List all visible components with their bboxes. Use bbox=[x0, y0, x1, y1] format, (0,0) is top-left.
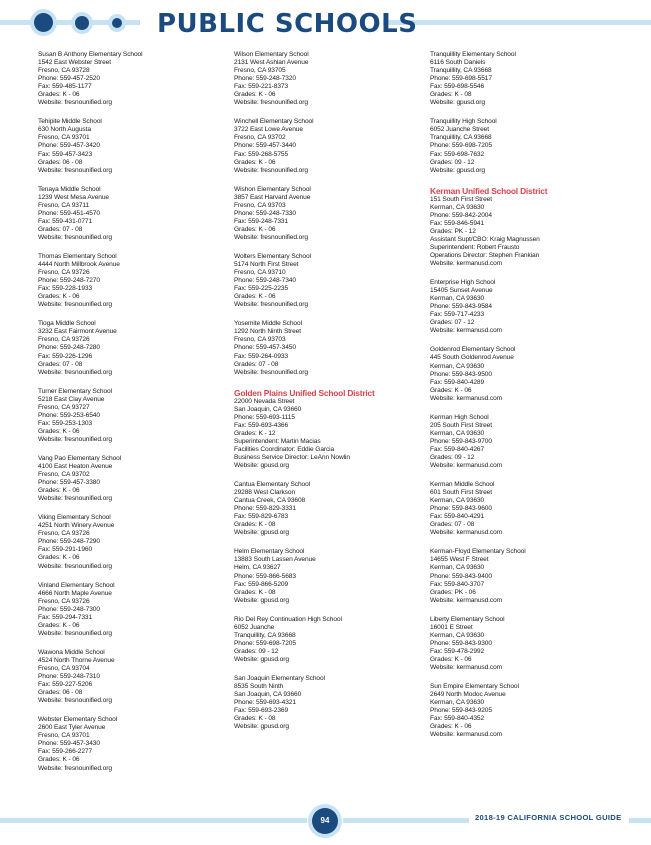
school-detail-line: Phone: 559-457-2520 bbox=[38, 75, 100, 83]
school-detail-line: 4100 East Heaton Avenue bbox=[38, 463, 113, 471]
footer-rule-right bbox=[629, 818, 651, 823]
school-detail-line: Grades: K - 06 bbox=[38, 487, 80, 495]
header-dot-small bbox=[112, 18, 122, 28]
school-detail-line: Operations Director: Stephen Frankian bbox=[430, 251, 540, 259]
school-detail-line: Fax: 559-693-2369 bbox=[234, 707, 289, 715]
school-detail-line: Grades: 07 - 08 bbox=[38, 225, 83, 233]
district-entry bbox=[234, 388, 424, 470]
school-detail-line: 5218 East Clay Avenue bbox=[38, 395, 105, 403]
school-detail-line: Website: fresnounified.org bbox=[38, 301, 112, 309]
school-entry bbox=[38, 51, 228, 107]
school-name: Sun Empire Elementary School bbox=[430, 683, 519, 691]
school-entry bbox=[234, 118, 424, 174]
school-detail-line: Fax: 559-866-5209 bbox=[234, 580, 289, 588]
school-name: Tranquillity High School bbox=[430, 118, 497, 126]
school-detail-line: Fax: 559-846-5941 bbox=[430, 219, 485, 227]
school-detail-line: 2600 East Tyler Avenue bbox=[38, 724, 106, 732]
school-detail-line: Phone: 559-457-3440 bbox=[234, 142, 296, 150]
school-detail-line: Phone: 559-248-7310 bbox=[38, 673, 100, 681]
school-detail-line: 4524 North Thorne Avenue bbox=[38, 656, 115, 664]
school-detail-line: San Joaquin, CA 93660 bbox=[234, 691, 302, 699]
school-detail-line: Phone: 559-248-7300 bbox=[38, 605, 100, 613]
school-detail-line: Superintendent: Martin Macias bbox=[234, 437, 321, 445]
school-detail-line: Phone: 559-843-9300 bbox=[430, 639, 492, 647]
school-detail-line: Grades: K - 08 bbox=[234, 715, 276, 723]
school-detail-line: Grades: K - 06 bbox=[234, 225, 276, 233]
school-detail-line: 5174 North First Street bbox=[234, 261, 299, 269]
school-detail-line: 29288 West Clarkson bbox=[234, 489, 296, 497]
school-entry bbox=[38, 514, 228, 570]
school-detail-line: Website: fresnounified.org bbox=[234, 368, 308, 376]
school-detail-line: 14655 West F Street bbox=[430, 556, 489, 564]
school-entry bbox=[430, 346, 620, 402]
school-detail-line: Website: fresnounified.org bbox=[234, 301, 308, 309]
school-entry bbox=[38, 253, 228, 309]
school-name: Tioga Middle School bbox=[38, 320, 96, 328]
page-number: 94 bbox=[312, 808, 338, 834]
school-detail-line: Website: fresnounified.org bbox=[38, 629, 112, 637]
school-entry bbox=[38, 716, 228, 772]
school-detail-line: Tranquillity, CA 93668 bbox=[430, 67, 492, 75]
school-detail-line: Kerman, CA 93630 bbox=[430, 203, 485, 211]
school-name: Rio Del Rey Continuation High School bbox=[234, 615, 342, 623]
school-detail-line: Phone: 559-698-7205 bbox=[430, 142, 492, 150]
school-detail-line: Website: fresnounified.org bbox=[38, 562, 112, 570]
school-entry bbox=[38, 582, 228, 638]
school-name: Wishon Elementary School bbox=[234, 185, 311, 193]
school-detail-line: Helm, CA 93627 bbox=[234, 564, 281, 572]
school-detail-line: Phone: 559-253-6540 bbox=[38, 411, 100, 419]
school-detail-line: Website: gpusd.org bbox=[234, 655, 289, 663]
school-detail-line: Website: kermanusd.com bbox=[430, 394, 503, 402]
guide-title: 2018-19 CALIFORNIA SCHOOL GUIDE bbox=[475, 813, 622, 822]
school-detail-line: Fax: 559-264-0933 bbox=[234, 352, 289, 360]
school-name: Tehipite Middle School bbox=[38, 118, 102, 126]
footer-rule-left bbox=[0, 818, 307, 823]
school-detail-line: Kerman, CA 93630 bbox=[430, 295, 485, 303]
school-detail-line: Website: fresnounified.org bbox=[38, 697, 112, 705]
school-name: Viking Elementary School bbox=[38, 514, 111, 522]
school-detail-line: Website: fresnounified.org bbox=[234, 99, 308, 107]
header-rule-right bbox=[383, 20, 651, 25]
school-detail-line: Grades: K - 06 bbox=[234, 91, 276, 99]
school-detail-line: Fax: 559-268-5755 bbox=[234, 150, 289, 158]
school-detail-line: Grades: 09 - 12 bbox=[430, 453, 475, 461]
school-detail-line: 3722 East Lowe Avenue bbox=[234, 126, 303, 134]
school-entry bbox=[38, 455, 228, 503]
school-detail-line: Fax: 559-248-7331 bbox=[234, 217, 289, 225]
school-detail-line: Phone: 559-843-9700 bbox=[430, 437, 492, 445]
school-detail-line: Phone: 559-248-7290 bbox=[38, 538, 100, 546]
school-detail-line: Fax: 559-228-1933 bbox=[38, 285, 93, 293]
school-name: San Joaquin Elementary School bbox=[234, 675, 325, 682]
school-detail-line: 6052 Juanche Street bbox=[430, 126, 489, 134]
school-entry bbox=[234, 253, 424, 309]
school-entry bbox=[234, 616, 424, 664]
school-detail-line: Grades: PK - 12 bbox=[430, 227, 476, 235]
school-detail-line: Kerman, CA 93630 bbox=[430, 699, 485, 707]
school-detail-line: Fresno, CA 93728 bbox=[38, 67, 90, 75]
school-detail-line: Fax: 559-226-1296 bbox=[38, 352, 93, 360]
school-detail-line: Fresno, CA 93727 bbox=[38, 403, 90, 411]
school-detail-line: 3232 East Fairmont Avenue bbox=[38, 328, 117, 336]
school-detail-line: Fax: 559-291-1960 bbox=[38, 546, 93, 554]
school-detail-line: Fax: 559-225-2235 bbox=[234, 285, 289, 293]
school-detail-line: Superintendent: Robert Frausto bbox=[430, 243, 520, 251]
school-entry bbox=[430, 683, 620, 739]
school-detail-line: 3857 East Harvard Avenue bbox=[234, 193, 311, 201]
school-detail-line: Phone: 559-693-1115 bbox=[234, 413, 295, 421]
school-name: Tenaya Middle School bbox=[38, 185, 101, 193]
school-detail-line: Phone: 559-248-7340 bbox=[234, 277, 296, 285]
school-detail-line: Website: fresnounified.org bbox=[38, 764, 112, 772]
school-column-2 bbox=[234, 51, 424, 742]
school-detail-line: Website: fresnounified.org bbox=[234, 233, 308, 241]
school-name: Thomas Elementary School bbox=[38, 252, 117, 260]
school-detail-line: 2649 North Modoc Avenue bbox=[430, 691, 506, 699]
school-name: Liberty Elementary School bbox=[430, 615, 505, 623]
school-detail-line: Phone: 559-248-7320 bbox=[234, 75, 296, 83]
school-detail-line: Fax: 559-698-5546 bbox=[430, 83, 485, 91]
school-detail-line: Grades: K - 06 bbox=[38, 91, 80, 99]
school-detail-line: Fresno, CA 93702 bbox=[38, 471, 90, 479]
school-detail-line: Fresno, CA 93705 bbox=[234, 67, 286, 75]
school-name: Wolters Elementary School bbox=[234, 252, 311, 260]
school-detail-line: 601 South First Street bbox=[430, 489, 492, 497]
school-detail-line: Fax: 559-221-8373 bbox=[234, 83, 289, 91]
school-detail-line: Fresno, CA 93702 bbox=[234, 134, 286, 142]
school-entry bbox=[430, 51, 620, 107]
school-detail-line: 151 South First Street bbox=[430, 195, 492, 203]
school-detail-line: 6116 South Daniels bbox=[430, 59, 486, 67]
school-detail-line: Assistant Supt/CBO: Kraig Magnussen bbox=[430, 235, 540, 243]
school-name: Cantua Elementary School bbox=[234, 481, 311, 489]
school-detail-line: Fresno, CA 93703 bbox=[234, 201, 286, 209]
school-detail-line: Phone: 559-698-5517 bbox=[430, 75, 492, 83]
school-detail-line: Fax: 559-485-1177 bbox=[38, 83, 92, 91]
school-name: Helm Elementary School bbox=[234, 548, 305, 556]
school-entry bbox=[430, 548, 620, 604]
school-detail-line: Website: kermanusd.com bbox=[430, 327, 503, 335]
school-detail-line: Website: gpusd.org bbox=[234, 529, 289, 537]
district-name: Golden Plains Unified School District bbox=[234, 387, 375, 398]
school-detail-line: Fresno, CA 93726 bbox=[38, 597, 90, 605]
school-entry bbox=[234, 186, 424, 242]
school-detail-line: Fresno, CA 93710 bbox=[234, 269, 286, 277]
school-detail-line: Grades: 06 - 08 bbox=[38, 158, 83, 166]
school-detail-line: Grades: PK - 06 bbox=[430, 588, 476, 596]
school-detail-line: Fax: 559-266-2277 bbox=[38, 748, 93, 756]
school-detail-line: Grades: K - 06 bbox=[430, 386, 472, 394]
school-detail-line: Fax: 559-698-7632 bbox=[430, 150, 485, 158]
school-detail-line: Tranquillity, CA 93668 bbox=[430, 134, 492, 142]
school-detail-line: Website: kermanusd.com bbox=[430, 260, 503, 268]
school-detail-line: Phone: 559-248-7280 bbox=[38, 344, 100, 352]
school-detail-line: Website: gpusd.org bbox=[430, 99, 485, 107]
school-column-1 bbox=[38, 51, 228, 784]
school-detail-line: Grades: K - 08 bbox=[234, 521, 276, 529]
school-name: Winchell Elementary School bbox=[234, 118, 314, 126]
footer-rule-middle bbox=[343, 818, 469, 823]
school-detail-line: 205 South First Street bbox=[430, 421, 492, 429]
header-dot-medium bbox=[75, 16, 89, 30]
school-detail-line: Grades: K - 12 bbox=[234, 429, 276, 437]
district-name: Kerman Unified School District bbox=[430, 185, 548, 196]
school-detail-line: Website: fresnounified.org bbox=[38, 495, 112, 503]
school-detail-line: Website: kermanusd.com bbox=[430, 462, 503, 470]
school-entry bbox=[430, 279, 620, 335]
school-detail-line: Grades: K - 08 bbox=[234, 588, 276, 596]
school-detail-line: Phone: 559-843-9600 bbox=[430, 505, 492, 513]
school-entry bbox=[38, 320, 228, 376]
school-detail-line: Phone: 559-843-9400 bbox=[430, 572, 492, 580]
school-name: Vinland Elementary School bbox=[38, 581, 115, 589]
school-detail-line: Phone: 559-829-3331 bbox=[234, 505, 296, 513]
school-detail-line: Phone: 559-693-4321 bbox=[234, 699, 296, 707]
school-detail-line: Grades: K - 06 bbox=[38, 293, 80, 301]
school-detail-line: Fax: 559-457-3423 bbox=[38, 150, 93, 158]
school-detail-line: Phone: 559-248-7270 bbox=[38, 277, 100, 285]
school-detail-line: Grades: K - 06 bbox=[38, 427, 80, 435]
school-detail-line: Kerman, CA 93630 bbox=[430, 497, 485, 505]
school-detail-line: 1542 East Webster Street bbox=[38, 59, 111, 67]
page-title: PUBLIC SCHOOLS bbox=[157, 9, 418, 39]
school-detail-line: Fax: 559-431-0771 bbox=[38, 217, 93, 225]
school-detail-line: Fax: 559-227-5206 bbox=[38, 681, 93, 689]
school-detail-line: Website: gpusd.org bbox=[234, 462, 289, 470]
school-detail-line: Fax: 559-693-4366 bbox=[234, 421, 289, 429]
school-detail-line: 4444 North Millbrook Avenue bbox=[38, 261, 120, 269]
school-entry bbox=[234, 481, 424, 537]
school-detail-line: Fax: 559-840-4267 bbox=[430, 445, 485, 453]
school-entry bbox=[234, 320, 424, 376]
school-detail-line: Fresno, CA 93726 bbox=[38, 269, 90, 277]
school-detail-line: Fresno, CA 93701 bbox=[38, 134, 90, 142]
school-name: Yosemite Middle School bbox=[234, 320, 302, 328]
school-column-3 bbox=[430, 51, 620, 750]
school-name: Kerman High School bbox=[430, 413, 489, 421]
school-detail-line: Phone: 559-843-9584 bbox=[430, 303, 492, 311]
school-detail-line: 13883 South Lassen Avenue bbox=[234, 556, 316, 564]
school-detail-line: Website: gpusd.org bbox=[234, 723, 289, 731]
school-detail-line: Phone: 559-843-9500 bbox=[430, 370, 492, 378]
school-name: Turner Elementary School bbox=[38, 387, 112, 395]
school-detail-line: 6052 Juanche bbox=[234, 623, 275, 631]
school-detail-line: Fax: 559-253-1303 bbox=[38, 419, 93, 427]
school-detail-line: Phone: 559-451-4570 bbox=[38, 209, 100, 217]
school-detail-line: Fresno, CA 93726 bbox=[38, 336, 90, 344]
school-detail-line: Website: fresnounified.org bbox=[38, 435, 112, 443]
school-entry bbox=[430, 616, 620, 672]
school-detail-line: Grades: 06 - 08 bbox=[38, 689, 83, 697]
school-entry bbox=[430, 414, 620, 470]
school-detail-line: Fresno, CA 93701 bbox=[38, 732, 90, 740]
school-detail-line: Kerman, CA 93630 bbox=[430, 429, 485, 437]
school-entry bbox=[38, 186, 228, 242]
school-name: Kerman-Floyd Elementary School bbox=[430, 548, 526, 556]
school-detail-line: 4251 North Winery Avenue bbox=[38, 522, 115, 530]
school-detail-line: Grades: K - 08 bbox=[430, 91, 472, 99]
school-detail-line: Phone: 559-457-3420 bbox=[38, 142, 100, 150]
school-name: Webster Elementary School bbox=[38, 716, 118, 724]
school-detail-line: Cantua Creek, CA 93608 bbox=[234, 497, 306, 505]
school-detail-line: Phone: 559-457-3450 bbox=[234, 344, 296, 352]
school-entry bbox=[234, 675, 424, 731]
school-detail-line: Grades: K - 06 bbox=[234, 293, 276, 301]
school-detail-line: Phone: 559-457-3380 bbox=[38, 479, 100, 487]
school-detail-line: Grades: K - 06 bbox=[430, 655, 472, 663]
school-detail-line: 630 North Augusta bbox=[38, 126, 91, 134]
school-detail-line: Grades: 09 - 12 bbox=[430, 158, 475, 166]
school-detail-line: Fax: 559-840-4291 bbox=[430, 513, 485, 521]
school-detail-line: Grades: 07 - 08 bbox=[38, 360, 83, 368]
school-detail-line: San Joaquin, CA 93660 bbox=[234, 405, 302, 413]
school-detail-line: Grades: K - 06 bbox=[38, 756, 80, 764]
school-detail-line: Fax: 559-294-7331 bbox=[38, 613, 93, 621]
school-detail-line: Phone: 559-866-5683 bbox=[234, 572, 296, 580]
school-entry bbox=[430, 481, 620, 537]
school-name: Vang Pao Elementary School bbox=[38, 454, 122, 462]
school-name: Susan B Anthony Elementary School bbox=[38, 51, 143, 58]
school-detail-line: Kerman, CA 93630 bbox=[430, 362, 485, 370]
school-detail-line: 445 South Goldenrod Avenue bbox=[430, 354, 514, 362]
school-detail-line: Fax: 559-717-4233 bbox=[430, 311, 485, 319]
school-detail-line: Website: fresnounified.org bbox=[38, 233, 112, 241]
school-entry bbox=[234, 548, 424, 604]
school-detail-line: Website: fresnounified.org bbox=[38, 166, 112, 174]
school-detail-line: Website: kermanusd.com bbox=[430, 731, 503, 739]
school-detail-line: Website: fresnounified.org bbox=[234, 166, 308, 174]
school-detail-line: 1292 North Ninth Street bbox=[234, 328, 301, 336]
school-detail-line: 8535 South Ninth bbox=[234, 683, 284, 691]
school-detail-line: Tranquillity, CA 93668 bbox=[234, 631, 296, 639]
school-detail-line: Kerman, CA 93630 bbox=[430, 564, 485, 572]
school-detail-line: Grades: 07 - 08 bbox=[234, 360, 279, 368]
school-detail-line: Website: gpusd.org bbox=[430, 166, 485, 174]
school-detail-line: Fresno, CA 93711 bbox=[38, 201, 90, 209]
school-entry bbox=[38, 388, 228, 444]
school-detail-line: Website: kermanusd.com bbox=[430, 664, 503, 671]
header-dot-large bbox=[34, 13, 53, 32]
school-detail-line: Fresno, CA 93704 bbox=[38, 665, 90, 672]
district-entry bbox=[430, 186, 620, 268]
school-detail-line: Fax: 559-840-4352 bbox=[430, 715, 485, 723]
school-entry bbox=[38, 118, 228, 174]
school-detail-line: Business Service Director: LeAnn Nowlin bbox=[234, 453, 350, 461]
school-detail-line: 4666 North Maple Avenue bbox=[38, 589, 112, 597]
school-detail-line: Fax: 559-478-2992 bbox=[430, 647, 485, 655]
school-detail-line: Fax: 559-840-3707 bbox=[430, 580, 485, 588]
school-detail-line: Phone: 559-698-7205 bbox=[234, 639, 296, 647]
school-detail-line: Kerman, CA 93630 bbox=[430, 631, 485, 639]
school-detail-line: Grades: K - 06 bbox=[430, 723, 472, 731]
school-detail-line: Website: gpusd.org bbox=[234, 596, 289, 604]
school-entry bbox=[38, 649, 228, 705]
school-detail-line: Website: kermanusd.com bbox=[430, 529, 503, 537]
school-detail-line: Website: fresnounified.org bbox=[38, 99, 112, 107]
school-detail-line: 1239 West Mesa Avenue bbox=[38, 193, 109, 201]
school-detail-line: Grades: K - 06 bbox=[38, 554, 80, 562]
school-detail-line: Grades: 07 - 08 bbox=[430, 521, 475, 529]
school-detail-line: Grades: 07 - 12 bbox=[430, 319, 475, 327]
school-detail-line: Grades: 09 - 12 bbox=[234, 647, 279, 655]
school-name: Enterprise High School bbox=[430, 279, 496, 287]
school-entry bbox=[430, 118, 620, 174]
school-detail-line: Phone: 559-457-3430 bbox=[38, 740, 100, 748]
school-detail-line: Fresno, CA 93703 bbox=[234, 336, 286, 344]
school-name: Kerman Middle School bbox=[430, 481, 495, 489]
school-detail-line: Fresno, CA 93726 bbox=[38, 530, 90, 538]
school-entry bbox=[234, 51, 424, 107]
school-detail-line: Fax: 559-829-6783 bbox=[234, 513, 289, 521]
school-name: Wilson Elementary School bbox=[234, 51, 309, 58]
school-detail-line: Fax: 559-840-4289 bbox=[430, 378, 485, 386]
school-detail-line: Phone: 559-842-2004 bbox=[430, 211, 492, 219]
school-detail-line: Grades: K - 06 bbox=[38, 621, 80, 629]
school-detail-line: Phone: 559-843-9205 bbox=[430, 707, 492, 715]
school-detail-line: 15405 Sunset Avenue bbox=[430, 287, 493, 295]
school-name: Tranquillity Elementary School bbox=[430, 51, 516, 58]
school-detail-line: Grades: K - 06 bbox=[234, 158, 276, 166]
school-detail-line: Website: fresnounified.org bbox=[38, 368, 112, 376]
school-detail-line: 2131 West Ashlan Avenue bbox=[234, 59, 309, 67]
school-name: Wawona Middle School bbox=[38, 648, 105, 656]
school-detail-line: 16001 E Street bbox=[430, 623, 473, 631]
school-detail-line: Phone: 559-248-7330 bbox=[234, 209, 296, 217]
school-detail-line: Facilities Coordinator: Eddie Garcia bbox=[234, 445, 335, 453]
school-detail-line: 22000 Nevada Street bbox=[234, 397, 295, 405]
school-name: Goldenrod Elementary School bbox=[430, 346, 516, 354]
school-detail-line: Website: kermanusd.com bbox=[430, 596, 503, 604]
